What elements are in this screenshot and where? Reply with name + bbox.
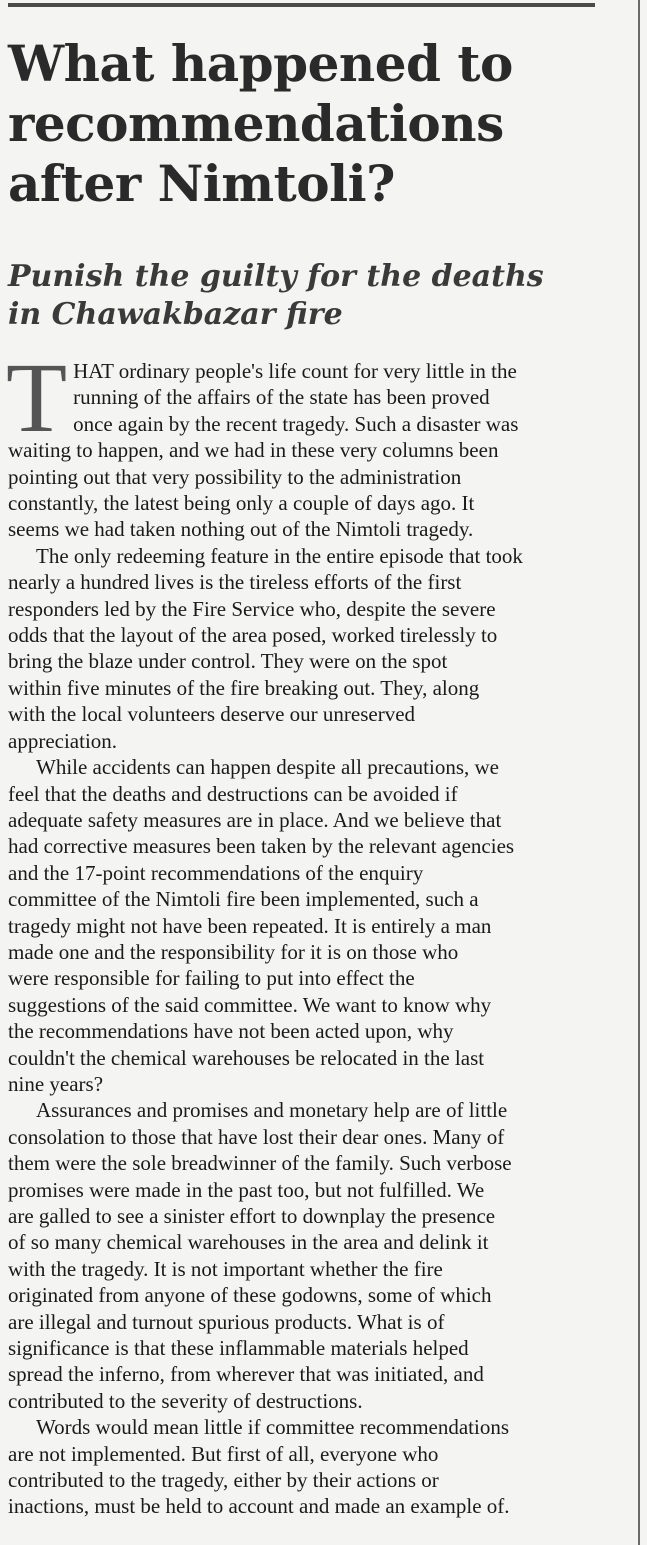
body-line: odds that the layout of the area posed, worked tirelessly to bbox=[8, 623, 498, 648]
headline-line: after Nimtoli? bbox=[8, 154, 395, 213]
body-line: Words would mean little if committee recommendations bbox=[36, 1415, 510, 1440]
headline-line: recommendations bbox=[8, 94, 504, 153]
headline-line: What happened to bbox=[8, 34, 513, 93]
paragraph-5 bbox=[8, 1414, 593, 1520]
body-line: nine years? bbox=[8, 1071, 104, 1096]
body-line: The only redeeming feature in the entire episode that took bbox=[36, 543, 523, 568]
paragraph-1 bbox=[6, 342, 593, 543]
body-line: pointing out that very possibility to the administration bbox=[8, 464, 462, 489]
body-line: are illegal and turnout spurious products. What is of bbox=[8, 1309, 445, 1334]
body-line: made one and the responsibility for it is on those who bbox=[8, 939, 459, 964]
body-line: While accidents can happen despite all precautions, we bbox=[36, 755, 499, 780]
body-line: within five minutes of the fire breaking out. They, along bbox=[8, 675, 480, 700]
body-line: tragedy might not have been repeated. It is entirely a man bbox=[8, 913, 492, 938]
body-line: them were the sole breadwinner of the family. Such verbose bbox=[8, 1151, 512, 1176]
body-line: waiting to happen, and we had in these very columns been bbox=[8, 438, 499, 463]
body-line: HAT ordinary people's life count for very little in the bbox=[73, 359, 517, 383]
body-line: of so many chemical warehouses in the area and delink it bbox=[8, 1230, 489, 1255]
body-line: contributed to the tragedy, either by their actions or bbox=[8, 1468, 439, 1493]
paragraph-4 bbox=[8, 1097, 593, 1414]
body-line: originated from anyone of these godowns, some of which bbox=[8, 1283, 492, 1308]
body-line: were responsible for failing to put into effect the bbox=[8, 966, 415, 991]
body-line: the recommendations have not been acted upon, why bbox=[8, 1019, 454, 1044]
paragraph-2 bbox=[8, 543, 593, 754]
top-rule bbox=[8, 3, 595, 7]
body-line: feel that the deaths and destructions can be avoided if bbox=[8, 781, 458, 806]
body-line: appreciation. bbox=[8, 728, 118, 753]
body-line: once again by the recent tragedy. Such a disaster was bbox=[73, 411, 519, 436]
body-line: couldn't the chemical warehouses be relocated in the last bbox=[8, 1045, 485, 1070]
body-line: had corrective measures been taken by the relevant agencies bbox=[8, 834, 515, 859]
body-line: responders led by the Fire Service who, despite the severe bbox=[8, 596, 496, 621]
body-line: committee of the Nimtoli fire been implemented, such a bbox=[8, 887, 479, 912]
article-body bbox=[6, 342, 593, 1520]
body-line: promises were made in the past too, but not fulfilled. We bbox=[8, 1177, 485, 1202]
body-line: spread the inferno, from wherever that was initiated, and bbox=[8, 1362, 484, 1387]
body-line: are not implemented. But first of all, everyone who bbox=[8, 1441, 439, 1466]
body-line: are galled to see a sinister effort to downplay the presence bbox=[8, 1204, 496, 1228]
body-line: running of the affairs of the state has been proved bbox=[73, 385, 490, 410]
body-line: contributed to the severity of destructions. bbox=[8, 1388, 363, 1413]
body-line: adequate safety measures are in place. And we believe that bbox=[8, 807, 502, 832]
body-line: nearly a hundred lives is the tireless efforts of the first bbox=[8, 570, 462, 595]
subheadline-line: Punish the guilty for the deaths bbox=[8, 259, 544, 294]
body-line: bring the blaze under control. They were on the spot bbox=[8, 649, 448, 674]
body-line: Assurances and promises and monetary help are of little bbox=[36, 1098, 508, 1123]
body-line: and the 17-point recommendations of the enquiry bbox=[8, 860, 424, 885]
body-line: suggestions of the said committee. We want to know why bbox=[8, 992, 492, 1017]
body-line: consolation to those that have lost their dear ones. Many of bbox=[8, 1124, 505, 1149]
body-line: significance is that these inflammable materials helped bbox=[8, 1336, 469, 1361]
body-line: with the tragedy. It is not important whether the fire bbox=[8, 1256, 443, 1281]
subheadline bbox=[8, 258, 628, 334]
subheadline-line: in Chawakbazar fire bbox=[8, 297, 343, 332]
drop-cap: T bbox=[6, 342, 68, 453]
column-rule bbox=[638, 0, 640, 1545]
body-line: with the local volunteers deserve our unreserved bbox=[8, 702, 416, 727]
paragraph-3 bbox=[8, 754, 593, 1097]
body-line: inactions, must be held to account and made an example of. bbox=[8, 1494, 510, 1519]
body-line: seems we had taken nothing out of the Nimtoli tragedy. bbox=[8, 517, 474, 542]
headline bbox=[8, 34, 628, 214]
body-line: constantly, the latest being only a couple of days ago. It bbox=[8, 491, 475, 516]
